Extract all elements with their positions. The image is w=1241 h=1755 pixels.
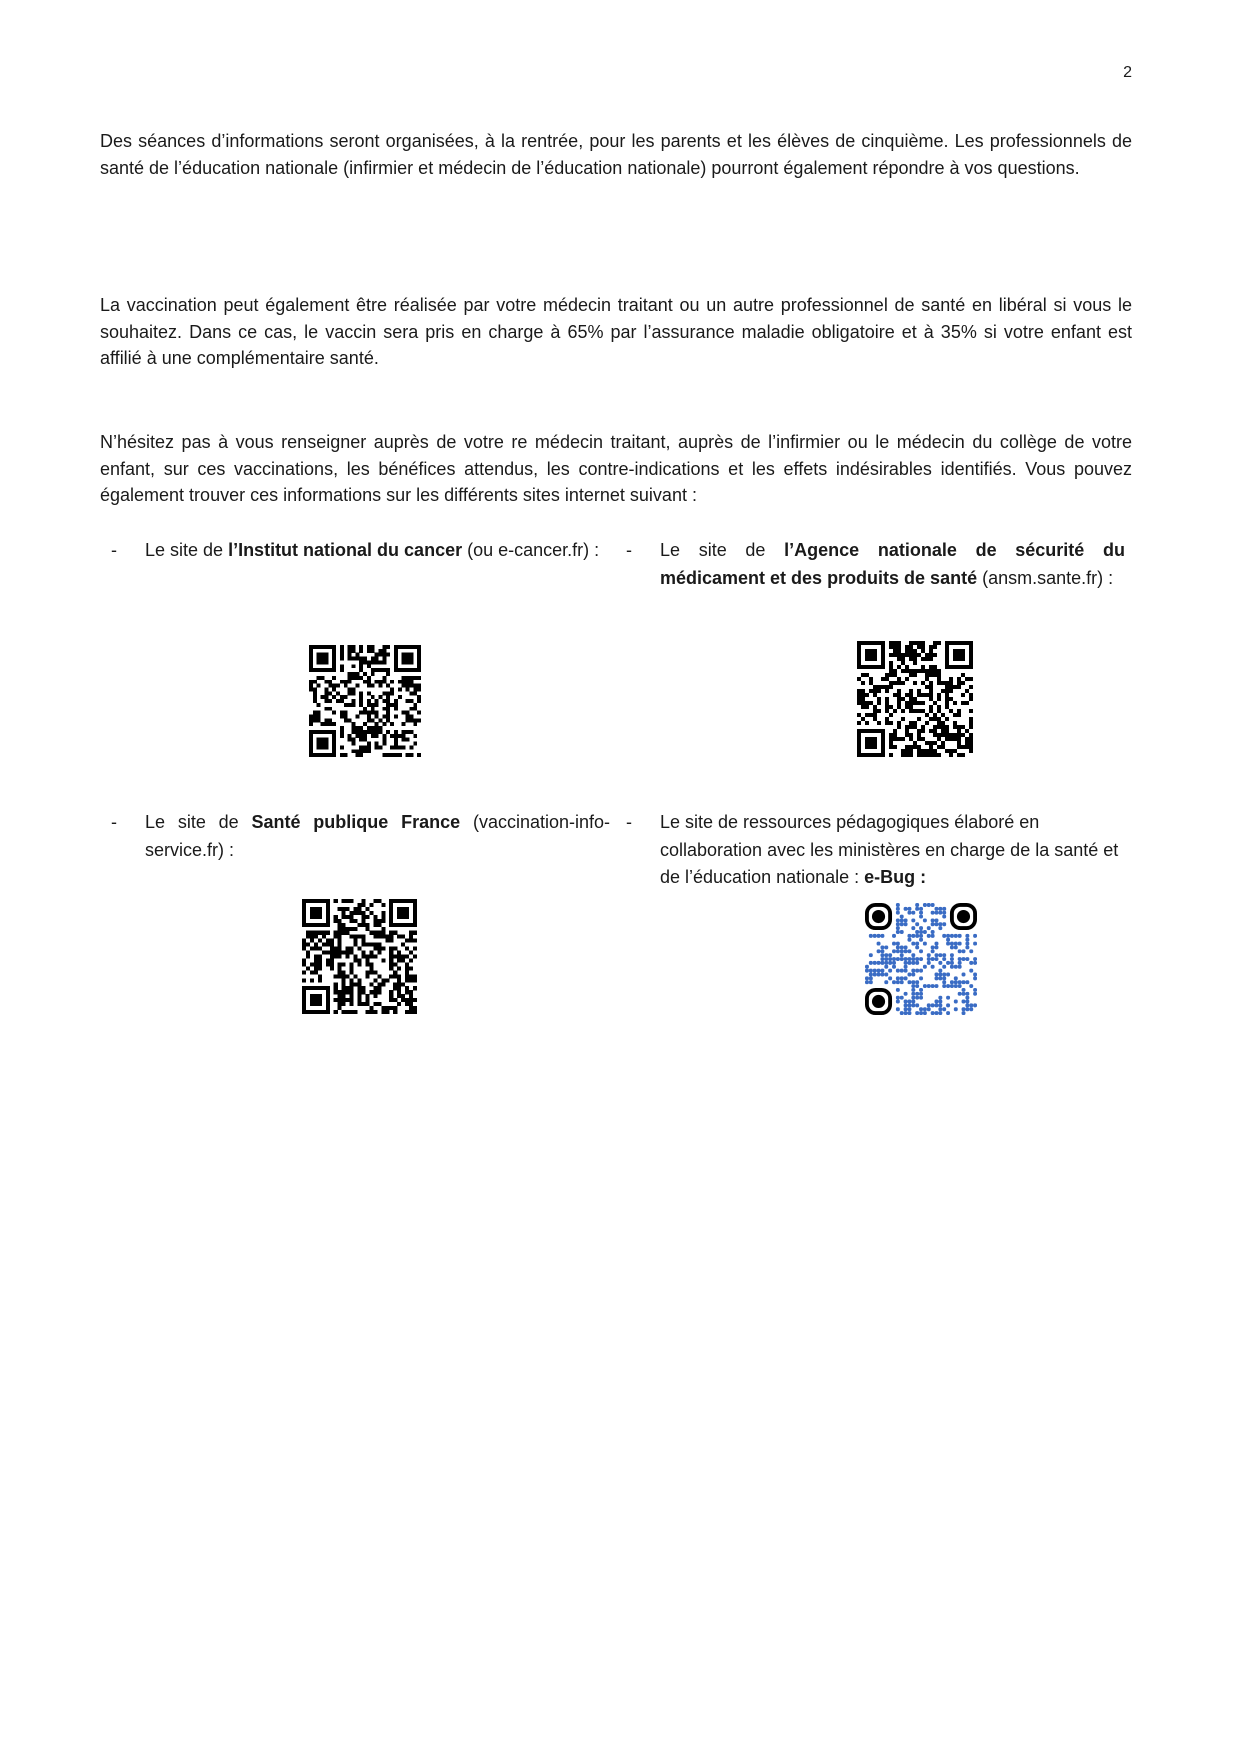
qr-code-e-bug[interactable] <box>865 903 977 1015</box>
qr-finder-marker <box>947 643 971 667</box>
list-dash: - <box>626 812 632 832</box>
qr-finder-marker <box>396 647 419 670</box>
qr-finder-marker <box>304 988 328 1012</box>
list-dash: - <box>111 540 117 560</box>
qr-finder-marker <box>311 732 334 755</box>
qr-finder-marker <box>867 990 890 1013</box>
qr-finder-marker <box>952 905 975 928</box>
list-item-bold: l’Agence nationale de sécurité du médicament et des produits de santé <box>660 540 1125 588</box>
list-item-text <box>660 537 1125 592</box>
qr-code-sante-publique-france[interactable] <box>302 899 417 1014</box>
qr-finder-marker <box>867 905 890 928</box>
list-item-suffix: (ou e-cancer.fr) : <box>462 540 600 560</box>
qr-finder-marker <box>304 901 328 925</box>
qr-code-ansm[interactable] <box>857 641 973 757</box>
list-item-bold: e-Bug : <box>864 867 927 887</box>
list-item-prefix: Le site de <box>145 812 252 832</box>
list-item-suffix: (vaccination-info-service.fr) : <box>145 812 611 860</box>
list-item-bold: l’Institut national du cancer <box>228 540 463 560</box>
list-item-bold: Santé publique France <box>251 812 461 832</box>
list-item-text <box>660 809 1125 892</box>
list-item-suffix: (ansm.sante.fr) : <box>977 567 1114 588</box>
list-dash: - <box>111 812 117 832</box>
paragraph-more-information: N’hésitez pas à vous renseigner auprès de votre re médecin traitant, auprès de l’infirmier ou le médecin du collège de votre enfant, sur ces vaccinations, les bénéfices attendus, les contre-indications et les effets indésirables identifiés. Vous pouvez également trouver ces informations sur les différents sites internet suivant : <box>100 432 1132 505</box>
page-number: 2 <box>1123 64 1132 81</box>
list-item-prefix: Le site de <box>660 540 785 560</box>
list-item-text <box>145 537 610 565</box>
qr-finder-marker <box>311 647 334 670</box>
qr-finder-marker <box>391 901 415 925</box>
list-item-prefix: Le site de <box>145 540 229 560</box>
qr-finder-marker <box>859 643 883 667</box>
list-item-prefix: Le site de ressources pédagogiques élaboré en collaboration avec les ministères en charge de la santé et de l’éducation nationale : <box>660 812 1119 887</box>
qr-finder-marker <box>859 731 883 755</box>
list-item-text <box>145 809 610 864</box>
qr-code-inca[interactable] <box>309 645 421 757</box>
list-dash: - <box>626 540 632 560</box>
paragraph-vaccination-coverage: La vaccination peut également être réalisée par votre médecin traitant ou un autre professionnel de santé en libéral si vous le souhaitez. Dans ce cas, le vaccin sera pris en charge à 65% par l’assurance maladie obligatoire et à 35% si votre enfant est affilié à une complémentaire santé. <box>100 295 1132 368</box>
paragraph-information-sessions: Des séances d’informations seront organisées, à la rentrée, pour les parents et les élèves de cinquième. Les professionnels de santé de l’éducation nationale (infirmier et médecin de l’éducation nationale) pourront également répondre à vos questions. <box>100 131 1132 178</box>
